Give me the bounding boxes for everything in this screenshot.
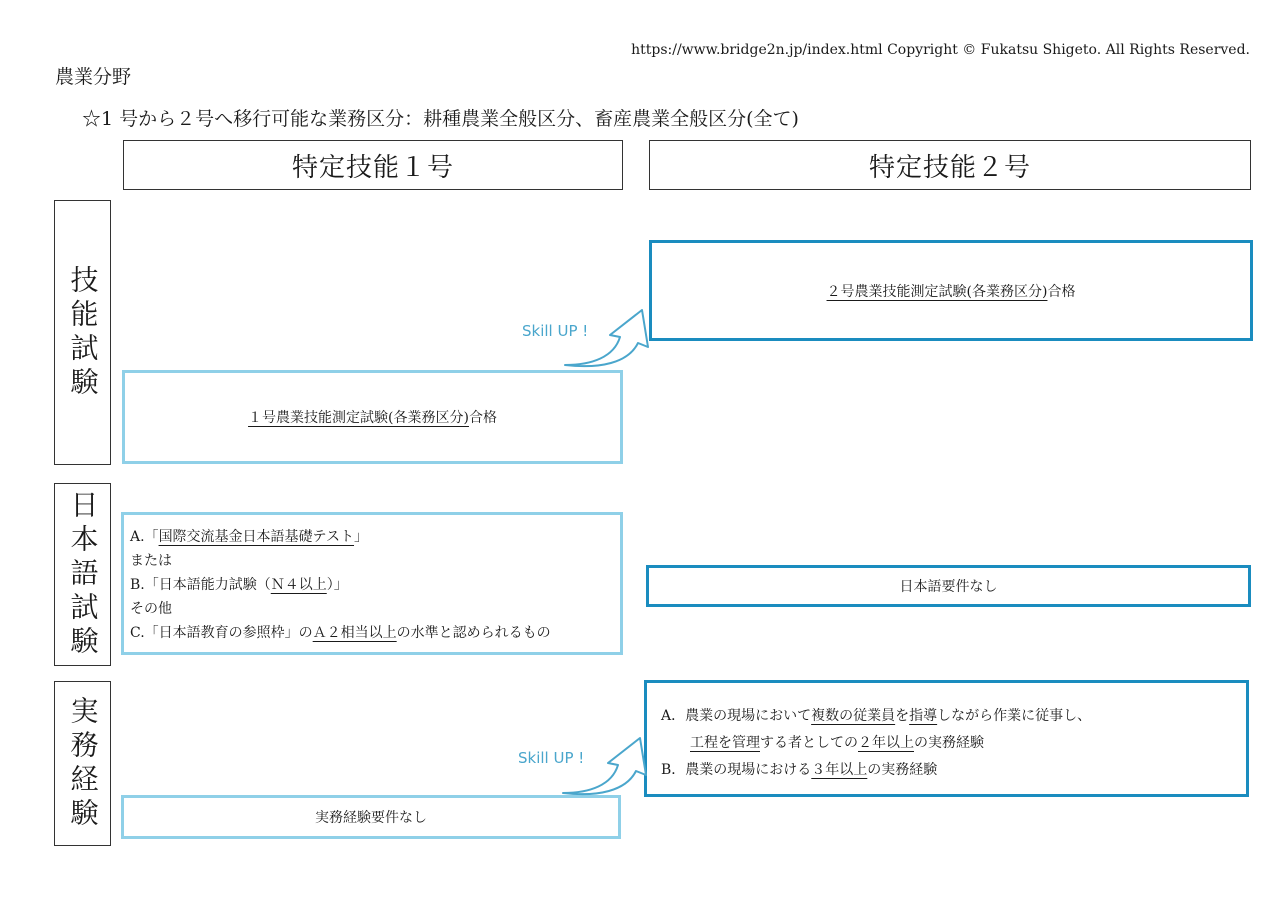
exp-a1-post: しながら作業に従事し、 [937, 708, 1092, 724]
jlang-option-b [130, 573, 620, 597]
experience-tier2-box [644, 680, 1249, 797]
skill-up-label-2: Skill UP ! [518, 749, 585, 767]
exp-a2-mid: する者としての [760, 735, 858, 751]
jlang-c-pre: C.「日本語教育の参照枠」の [130, 625, 313, 641]
column-header-tier1: 特定技能１号 [123, 140, 623, 190]
row-label-japanese-exam: 日本語試験 [54, 483, 111, 666]
exp-a1-underlined-1: 複数の従業員 [811, 708, 896, 724]
jlang-or-2: その他 [130, 601, 172, 617]
jlang-b-pre: B.「日本語能力試験（ [130, 577, 271, 593]
exp-a2-underlined-2: ２年以上 [858, 735, 914, 751]
jlang-a-underlined: 国際交流基金日本語基礎テスト [158, 529, 355, 545]
exp-b-underlined: ３年以上 [811, 762, 868, 778]
exp-option-b [661, 757, 1246, 784]
page-subtitle: ☆1 号から２号へ移行可能な業務区分：耕種農業全般区分、畜産農業全般区分(全て) [82, 108, 799, 130]
field-title: 農業分野 [55, 66, 132, 88]
exp-a2-underlined-1: 工程を管理 [690, 735, 760, 751]
jlang-b-underlined: Ｎ４以上 [270, 577, 327, 593]
japanese-exam-tier1-box [121, 512, 623, 655]
jlang-option-a [130, 525, 620, 549]
jlang-option-c [130, 621, 620, 645]
skill-exam-tier2-rest: 合格 [1047, 283, 1076, 300]
row-label-experience: 実務経験 [54, 681, 111, 846]
exp-b-post: の実務経験 [867, 762, 938, 778]
skill-exam-tier2-underlined: ２号農業技能測定試験(各業務区分) [826, 283, 1048, 300]
jlang-a-pre: A.「 [130, 529, 159, 545]
exp-b-pre: B．農業の現場における [661, 762, 812, 778]
copyright-notice: https://www.bridge2n.jp/index.html Copyright © Fukatsu Shigeto. All Rights Reserved. [631, 42, 1250, 58]
exp-a1-mid: を [895, 708, 910, 724]
exp-option-a-line2 [661, 730, 1246, 757]
skill-exam-tier1-underlined: １号農業技能測定試験(各業務区分) [248, 410, 469, 426]
exp-a2-post: の実務経験 [914, 735, 984, 751]
experience-tier1-text: 実務経験要件なし [315, 810, 427, 826]
jlang-or-1: または [130, 553, 172, 569]
skill-up-arrow-1 [562, 305, 654, 370]
japanese-exam-tier2-box [646, 565, 1251, 607]
exp-option-a-line1 [661, 703, 1246, 730]
jlang-c-post: の水準と認められるもの [396, 625, 551, 641]
skill-exam-tier1-box [122, 370, 623, 464]
exp-a1-underlined-2: 指導 [909, 708, 938, 724]
experience-tier1-box [121, 795, 621, 839]
skill-exam-tier1-rest: 合格 [468, 410, 497, 426]
row-label-skill-exam: 技能試験 [54, 200, 111, 465]
jlang-a-post: 」 [354, 529, 369, 545]
skill-up-label-1: Skill UP ! [522, 322, 589, 340]
column-header-tier2: 特定技能２号 [649, 140, 1251, 190]
skill-up-arrow-2 [560, 733, 652, 798]
skill-exam-tier2-box [649, 240, 1253, 341]
exp-a1-pre: A．農業の現場において [661, 708, 812, 724]
jlang-b-post: ）」 [326, 577, 348, 593]
japanese-exam-tier2-text: 日本語要件なし [899, 579, 998, 595]
jlang-c-underlined: Ａ２相当以上 [312, 625, 397, 641]
